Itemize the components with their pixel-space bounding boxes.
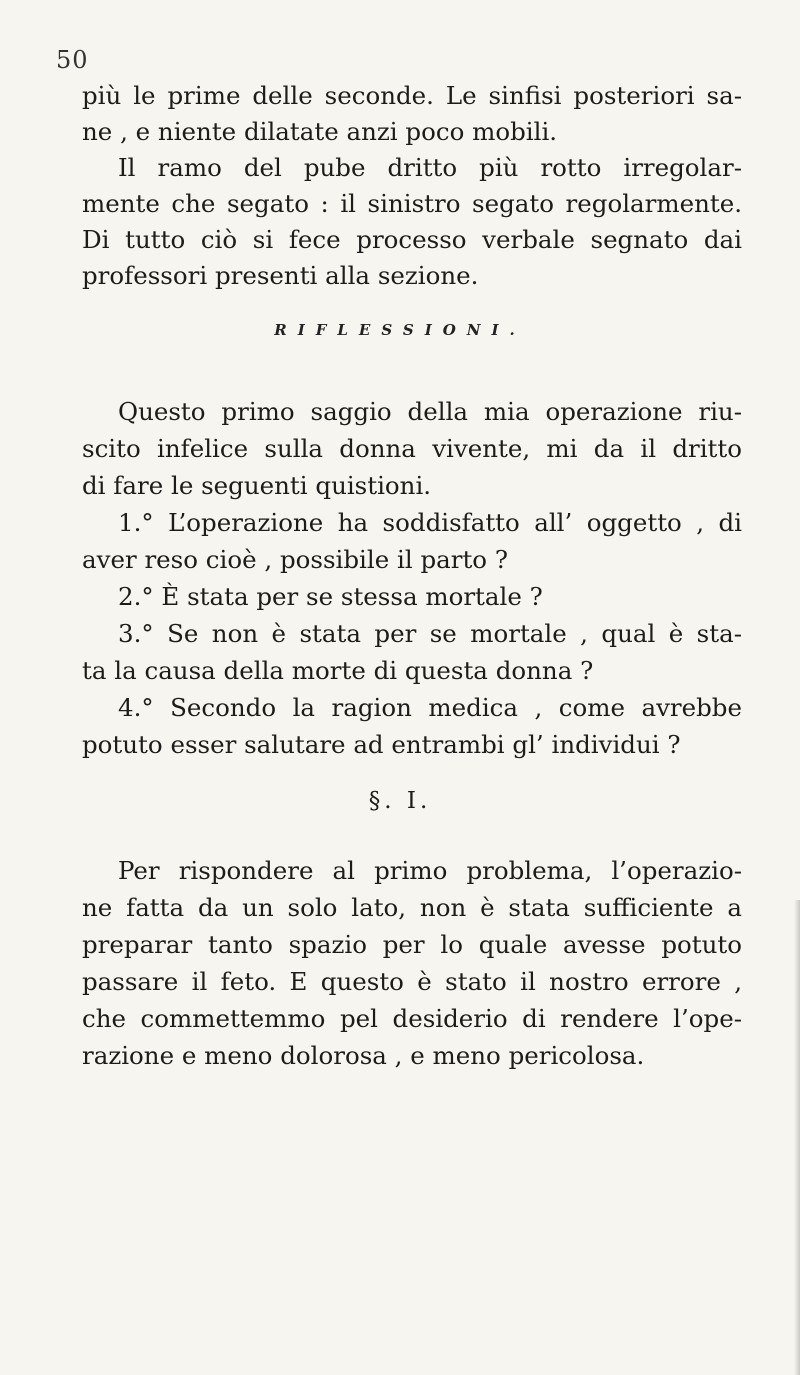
question-2: 2.° È stata per se stessa mortale ? — [118, 582, 543, 611]
section-heading: RIFLESSIONI. — [274, 321, 526, 339]
text-line: preparar tanto spazio per lo quale avesse potuto — [82, 930, 742, 959]
text-line: Di tutto ciò si fece processo verbale segnato dai — [82, 225, 742, 254]
text-line: più le prime delle seconde. Le sinfisi posteriori sa- — [82, 81, 742, 110]
section-mark: §. I. — [368, 788, 432, 814]
text-line: Il ramo del pube dritto più rotto irregolar- — [118, 153, 742, 182]
text-line: aver reso cioè , possibile il parto ? — [82, 545, 508, 574]
page-number: 50 — [56, 46, 89, 74]
question-4: 4.° Secondo la ragion medica , come avrebbe — [118, 693, 742, 722]
text-line: potuto esser salutare ad entrambi gl’ individui ? — [82, 730, 681, 759]
text-line: mente che segato : il sinistro segato regolarmente. — [82, 189, 742, 218]
question-3: 3.° Se non è stata per se mortale , qual è sta- — [118, 619, 742, 648]
text-line: che commettemmo pel desiderio di rendere l’ope- — [82, 1004, 742, 1033]
text-line: Questo primo saggio della mia operazione riu- — [118, 397, 742, 426]
question-1: 1.° L’operazione ha soddisfatto all’ oggetto , di — [118, 508, 742, 537]
text-line: Per rispondere al primo problema, l’operazio- — [118, 856, 742, 885]
text-line: razione e meno dolorosa , e meno pericolosa. — [82, 1041, 645, 1070]
text-line: passare il feto. E questo è stato il nostro errore , — [82, 967, 742, 996]
text-line: di fare le seguenti quistioni. — [82, 471, 432, 500]
text-line: ta la causa della morte di questa donna ? — [82, 656, 594, 685]
text-line: scito infelice sulla donna vivente, mi da il dritto — [82, 434, 742, 463]
text-line: ne , e niente dilatate anzi poco mobili. — [82, 117, 558, 146]
text-line: ne fatta da un solo lato, non è stata sufficiente a — [82, 893, 742, 922]
page-edge-shadow — [794, 900, 800, 1375]
text-line: professori presenti alla sezione. — [82, 261, 479, 290]
